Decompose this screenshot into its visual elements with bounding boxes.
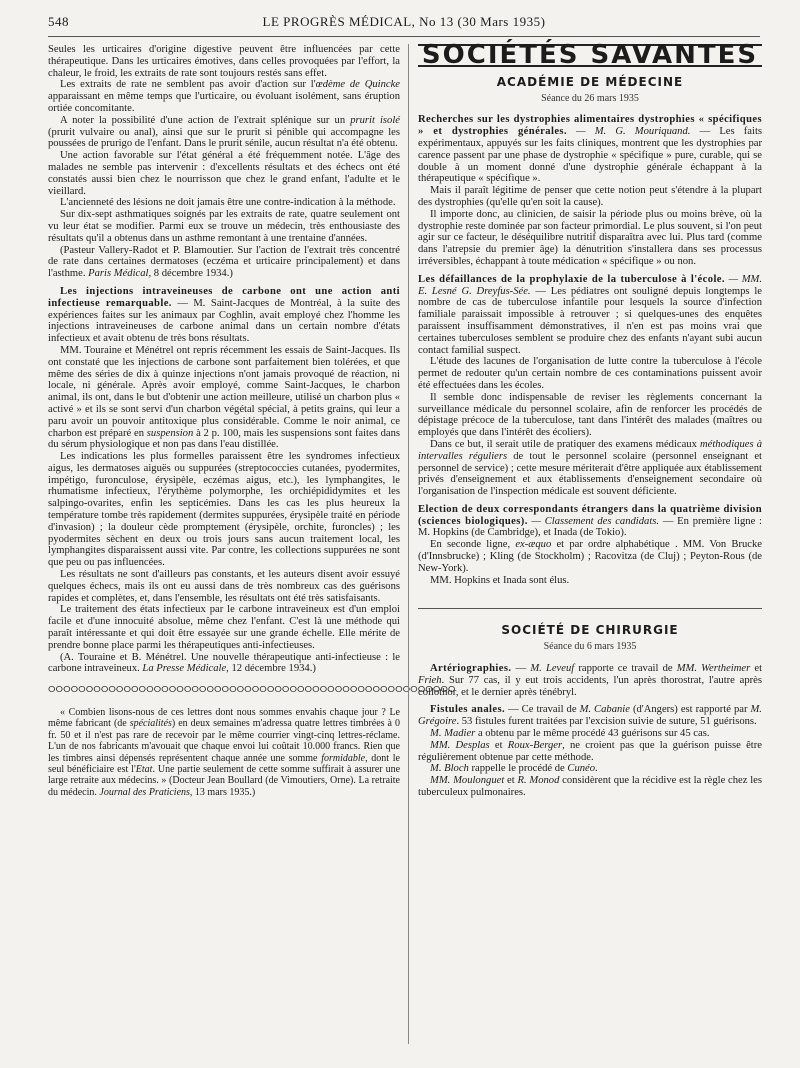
society-heading: ACADÉMIE DE MÉDECINE (496, 74, 684, 89)
paragraph: Mais il paraît légitime de penser que cette notion peut s'étendre à la plupart des dystrophies (qu'elle qu'en soit la cause). (418, 185, 762, 208)
paragraph: Une action favorable sur l'état général a été fréquemment notée. L'âge des malades ne semble pas intervenir : d'excellents résultats et des échecs ont été constatés aussi bien chez le nourrisson que chez le grand enfant, l'adulte et le vieillard. (48, 150, 400, 197)
communication: Fistules anales. — Ce travail de M. Cabanie (d'Angers) est rapporté par M. Grégoire. 53 fistules furent traitées par l'excision suivie de suture, 51 guérisons. (418, 704, 762, 728)
session-date: Séance du 26 mars 1935 (541, 92, 639, 104)
running-header (48, 14, 760, 34)
section-rule (418, 608, 762, 609)
paragraph: M. Bloch rappelle le procédé de Cunéo. (430, 763, 598, 775)
paragraph: MM. Desplas et Roux-Berger, ne croient pas que la guérison puisse être régulièrement obtenue par cette méthode. (418, 739, 762, 763)
page-number: 548 (48, 14, 69, 29)
session-date: Séance du 6 mars 1935 (543, 641, 637, 653)
paragraph: En seconde ligne, ex-æquo et par ordre alphabétique . MM. Von Brucke (d'Innsbrucke) ; Kling (de Stockholm) ; Racovitza (de Cluj) ; Peyton-Rous (de New-York). (418, 539, 762, 574)
paragraph: L'étude des lacunes de l'organisation de lutte contre la tuberculose à l'école permet de redouter qu'un certain nombre de ces contaminations puissent avoir été effectuées dans les écoles. (418, 356, 762, 391)
journal-title: LE PROGRÈS MÉDICAL, No 13 (30 Mars 1935) (262, 14, 546, 29)
article-lead: Les injections intraveineuses de carbone ont une action anti infectieuse remarquable. — M. Saint-Jacques de Montréal, à la suite des expériences faites sur les animaux par Coghlin, avait employé chez l'homme les injections intraveineuses de carbone animal dans un certain nombre d'états infectieux et avait obtenu de très bons résultats. (48, 285, 400, 345)
right-column (418, 40, 763, 1059)
paragraph: Le traitement des états infectieux par le carbone intraveineux est d'un emploi facile et d'une innocuité absolue, même chez l'enfant. C'est là une méthode qui paraît intéressante et qui doit être essayée sur une grande échelle. Elle mérite de prendre bonne place parmi les thérapeutiques anti-infectieuses. (48, 604, 400, 651)
article-title: Les injections intraveineuses de carbone ont une action anti infectieuse remarquable. (48, 285, 400, 309)
paragraph: M. Madier a obtenu par le même procédé 43 guérisons sur 45 cas. (430, 728, 710, 740)
paragraph: MM. Moulonguet et R. Monod considèrent que la récidive est la règle chez les tuberculeux pulmonaires. (418, 775, 762, 799)
society-heading: SOCIÉTÉ DE CHIRURGIE (501, 623, 679, 638)
left-column (48, 44, 456, 1059)
paragraph: Les résultats ne sont d'ailleurs pas constants, et les auteurs disent avoir essuyé quelques échecs, mais ils ont eu aussi dans de très nombreux cas des guérisons rapides et complètes, et, dans l'ensemble, les résultats ont été très satisfaisants. (48, 569, 400, 604)
paragraph: L'ancienneté des lésions ne doit jamais être une contre-indication à la méthode. (60, 197, 396, 209)
paragraph: Sur dix-sept asthmatiques soignés par les extraits de rate, quatre seulement ont vu leur état se modifier. Parmi eux se trouve un médecin, très enthousiaste des résultats qu'il a obtenus dans un asthme remontant à une trentaine d'années. (48, 209, 400, 244)
citation: (Pasteur Vallery-Radot et P. Blamoutier. Sur l'action de l'extrait très concentré de rate dans certaines dermatoses (eczéma et urticaire principalement) et dans l'asthme. Paris Médical, 8 décembre 1934.) (48, 244, 400, 280)
paragraph: Les indications les plus formelles paraissent être les syndromes infectieux aigus, les dermatoses aiguës ou suppurées (streptococcies cutanées, pyodermites, impétigo, furonculose, érysipèle, eczémas aigus, etc.), les lymphangites, le rhumatisme infectieux, l'érythème polymorphe, les orchiépididymites et les salpingo-ovarites, enfin les septicémies. Dans les cas les plus heureux la température tombe très rapidement (dermites suppurées, érysipèle traité en période d'invasion) ; la douleur cède promptement (érysipèle, orchite, furoncles) ; les pyodermites sèchent en deux ou trois jours sans aucun traitement local, les lymphangites disparaissent aussi vite. Par contre, les collections suppurées ne sont que peu ou pas influencées. (48, 451, 400, 569)
communication: Recherches sur les dystrophies alimentaires dystrophies « spécifiques » et dystrophies générales. — M. G. Mouriquand. — Les faits expérimentaux, appuyés sur les faits cliniques, montrent que les dystrophies par carence passent par une phase de dystrophie « spécifique » pure, curable, qui se double à un moment donné d'une dystrophie générale échappant à la thérapeutique « spécifique ». (418, 114, 763, 185)
communication: Artériographies. — M. Leveuf rapporte ce travail de MM. Wertheimer et Frieh. Sur 77 cas, il y eut trois accidents, l'un après thorostrat, l'autre après collothor, et le dernier après ténébryl. (418, 663, 763, 698)
communication: Les défaillances de la prophylaxie de la tuberculose à l'école. — MM. E. Lesné G. Dreyfus-Sée. — Les pédiatres ont souligné depuis longtemps le nombre de cas de tuberculose infantile pour lesquels la source d'infection familiale paraissait impossible à retrouver ; si quelques-unes des enquêtes paraissent insuffisamment démonstratives, il n'en est pas moins vrai que certaines tuberculoses semblent se produire chez des enfants n'ayant subi aucun contact familial suspect. (418, 273, 763, 356)
ornament-divider: ⵔⵔⵔⵔⵔⵔⵔⵔⵔⵔⵔⵔⵔⵔⵔⵔⵔⵔⵔⵔⵔⵔⵔⵔⵔⵔⵔⵔⵔⵔⵔⵔⵔⵔⵔⵔⵔⵔⵔⵔⵔⵔⵔⵔⵔⵔⵔⵔⵔⵔⵔⵔⵔⵔ (48, 685, 456, 696)
section-banner: SOCIÉTÉS SAVANTES (418, 44, 762, 67)
communication: Election de deux correspondants étrangers dans la quatrième division (sciences biologiques). — Classement des candidats. — En première ligne : M. Hopkins (de Cambridge), et Inada (de Tokio). (418, 503, 762, 539)
paragraph: A noter la possibilité d'une action de l'extrait splénique sur un prurit isolé (prurit vulvaire ou anal), ainsi que sur le prurit si pénible qui accompagne les poussées de prurigo de l'enfant. Dans le prurit sénile, aucun résultat n'a été obtenu. (48, 114, 400, 150)
paragraph: Les extraits de rate ne semblent pas avoir d'action sur l'œdème de Quincke apparaissant en même temps que l'urticaire, ou évoluant isolément, sans éruption ortiée concomitante. (48, 79, 401, 114)
quote-paragraph: « Combien lisons-nous de ces lettres dont nous sommes envahis chaque jour ? Le même fabricant (de spécialités) en deux semaines m'adressa quatre lettres timbrées à 0 fr. 50 et il n'est pas rare de recevoir par le même courrier vingt-cinq lettres-réclame. L'un de nos fabricants m'avouait que chaque envoi lui coûtait 10.000 francs. Rien que les timbres ainsi dépensés représentent chaque année une somme formidable, dont le seul bénéficiaire est l'Etat. Une partie seulement de cette somme suffirait à assurer une large retraite aux médecins. » (Docteur Jean Boullard (de Vimoutiers, Orne). La retraite du médecin. Journal des Praticiens, 13 mars 1935.) (48, 707, 401, 798)
citation: (A. Touraine et B. Ménétrel. Une nouvelle thérapeutique anti-infectieuse : le carbone intraveineux. La Presse Médicale, 12 décembre 1934.) (48, 651, 400, 675)
paragraph: MM. Hopkins et Inada sont élus. (430, 574, 570, 586)
paragraph: MM. Touraine et Ménétrel ont repris récemment les essais de Saint-Jacques. Ils ont constaté que les injections de carbone sont parfaitement bien tolérées, et que même des séries de dix à quinze injections n'ont jamais provoqué de réaction, ni locale, ni générale. Après avoir employé, comme Saint-Jacques, le charbon animal, ils ont, dans le but d'obtenir une action meilleure, utilisé un charbon plus « activé » et ils se sont servi d'un charbon végétal spécial, à petits grains, qui leur a paru avoir un pouvoir antitoxique plus considérable. Comme le noir animal, ce charbon est préparé en suspension à 2 p. 100, mais les suspensions sont faites dans du sérum physiologique et non pas dans l'eau distillée. (48, 344, 400, 451)
header-rule (48, 36, 760, 37)
paragraph: Il semble donc indispensable de reviser les règlements concernant la surveillance médicale du personnel scolaire, afin de renforcer les procédés de dépistage précoce de la tuberculose, tant dans l'intérêt des malades (maîtres ou employés que dans l'intérêt des écoliers). (418, 391, 762, 439)
paragraph: Il importe donc, au clinicien, de saisir la période plus ou moins brève, où la dystrophie reste dominée par son facteur primordial. Le plus souvent, si l'on peut agir sur ce facteur, le déséquilibre nutritif disparaîtra avec lui. Plus tard (comme dans l'atrepsie du premier âge) la dénutrition s'installera dans ses processus irréversibles, échappant à toute médication « spécifique » ou non. (418, 208, 762, 267)
column-divider (408, 44, 409, 1044)
paragraph: Seules les urticaires d'origine digestive peuvent être influencées par cette thérapeutique. Dans les urticaires émotives, dans celles provoquées par l'effort, la chaleur, le froid, les extraits de rate sont toujours restés sans effet. (48, 44, 400, 79)
paragraph: Dans ce but, il serait utile de pratiquer des examens médicaux méthodiques à intervalles réguliers de tout le personnel scolaire (personnel enseignant et personnel de service) ; cette mesure mériterait d'être appliquée aux établissement privés d'enseignement et aux établissements d'enseignement secondaire où l'organisation de l'inspection médicale est souvent déficiente. (418, 438, 762, 498)
